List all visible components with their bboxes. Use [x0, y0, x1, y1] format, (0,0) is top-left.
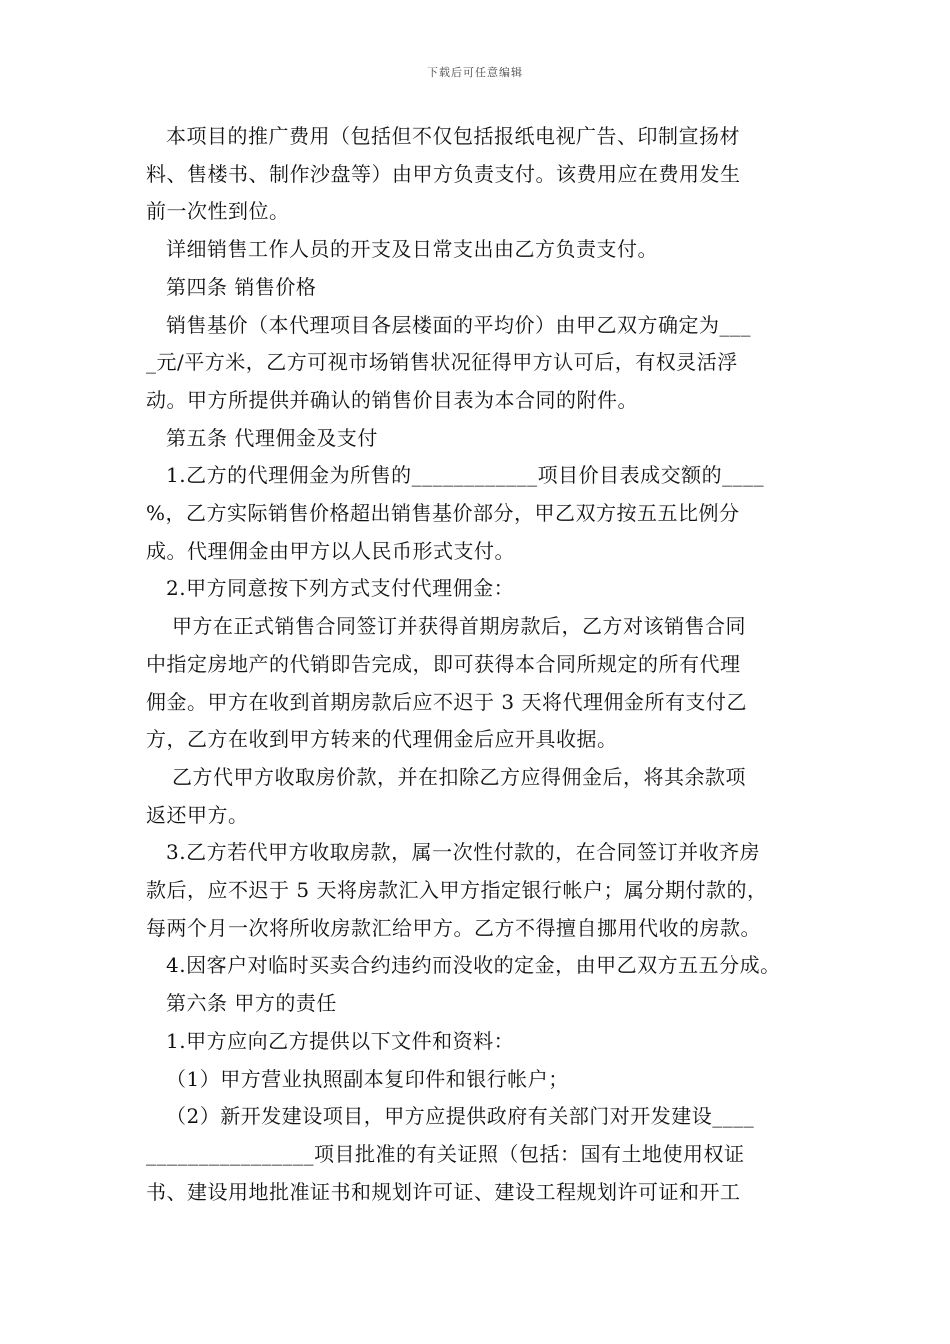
blank-field: ____ — [722, 463, 765, 488]
section-heading: 第五条 代理佣金及支付 — [166, 425, 378, 450]
paragraph-line: 3.乙方若代甲方收取房款，属一次性付款的，在合同签订并收齐房 — [166, 840, 761, 865]
paragraph-line: 中指定房地产的代销即告完成，即可获得本合同所规定的所有代理 — [146, 651, 741, 676]
paragraph-line: 本项目的推广费用（包括但不仅包括报纸电视广告、印制宣扬材 — [166, 124, 740, 148]
paragraph-line: 前一次性到位。 — [146, 199, 290, 224]
text-run: 销售基价（本代理项目各层楼面的平均价）由甲乙双方确定为 — [166, 312, 720, 337]
section-heading: 第六条 甲方的责任 — [166, 991, 337, 1016]
paragraph-line — [146, 307, 818, 345]
paragraph-line: 1.甲方应向乙方提供以下文件和资料： — [166, 1028, 515, 1053]
paragraph-line — [146, 344, 818, 382]
paragraph-line: （1）甲方营业执照副本复印件和银行帐户； — [166, 1066, 569, 1091]
paragraph-line: 返还甲方。 — [146, 802, 249, 827]
blank-field: ___ — [719, 312, 751, 337]
text-run: 1.乙方的代理佣金为所售的 — [166, 463, 412, 488]
paragraph-line: 乙方代甲方收取房价款，并在扣除乙方应得佣金后，将其余款项 — [172, 764, 746, 789]
page-header: 下载后可任意编辑 — [427, 66, 523, 79]
paragraph-line — [146, 457, 818, 495]
paragraph-line: 4.因客户对临时买卖合约违约而没收的定金，由甲乙双方五五分成。 — [166, 953, 781, 978]
paragraph-line — [146, 1136, 818, 1174]
paragraph-line: 料、售楼书、制作沙盘等）由甲方负责支付。该费用应在费用发生 — [146, 161, 741, 186]
paragraph-line: 成。代理佣金由甲方以人民币形式支付。 — [146, 538, 515, 563]
document-body — [146, 118, 818, 1211]
text-run: 项目价目表成交额的 — [537, 463, 723, 488]
text-run: 元/平方米，乙方可视市场销售状况征得甲方认可后，有权灵活浮 — [156, 350, 738, 375]
paragraph-line: 甲方在正式销售合同签订并获得首期房款后，乙方对该销售合同 — [172, 614, 746, 639]
paragraph-line: 详细销售工作人员的开支及日常支出由乙方负责支付。 — [166, 237, 658, 262]
blank-field: _ — [146, 350, 157, 375]
paragraph-line: 动。甲方所提供并确认的销售价目表为本合同的附件。 — [146, 387, 638, 412]
blank-field: ________________ — [146, 1141, 314, 1166]
text-run: 项目批准的有关证照（包括：国有土地使用权证 — [314, 1141, 745, 1166]
paragraph-line: 方，乙方在收到甲方转来的代理佣金后应开具收据。 — [146, 727, 618, 752]
paragraph-line: 佣金。甲方在收到首期房款后应不迟于 3 天将代理佣金所有支付乙 — [146, 689, 747, 714]
paragraph-line — [146, 1098, 818, 1136]
blank-field: ____ — [712, 1104, 755, 1129]
paragraph-line: 书、建设用地批准证书和规划许可证、建设工程规划许可证和开工 — [146, 1179, 741, 1204]
paragraph-line: 2.甲方同意按下列方式支付代理佣金： — [166, 576, 515, 601]
blank-field: ____________ — [411, 463, 538, 488]
paragraph-line: 每两个月一次将所收房款汇给甲方。乙方不得擅自挪用代收的房款。 — [146, 915, 761, 940]
paragraph-line: 款后，应不迟于 5 天将房款汇入甲方指定银行帐户；属分期付款的， — [146, 878, 768, 903]
paragraph-line: %，乙方实际销售价格超出销售基价部分，甲乙双方按五五比例分 — [146, 501, 740, 526]
section-heading: 第四条 销售价格 — [166, 274, 317, 299]
text-run: （2）新开发建设项目，甲方应提供政府有关部门对开发建设 — [166, 1104, 713, 1129]
